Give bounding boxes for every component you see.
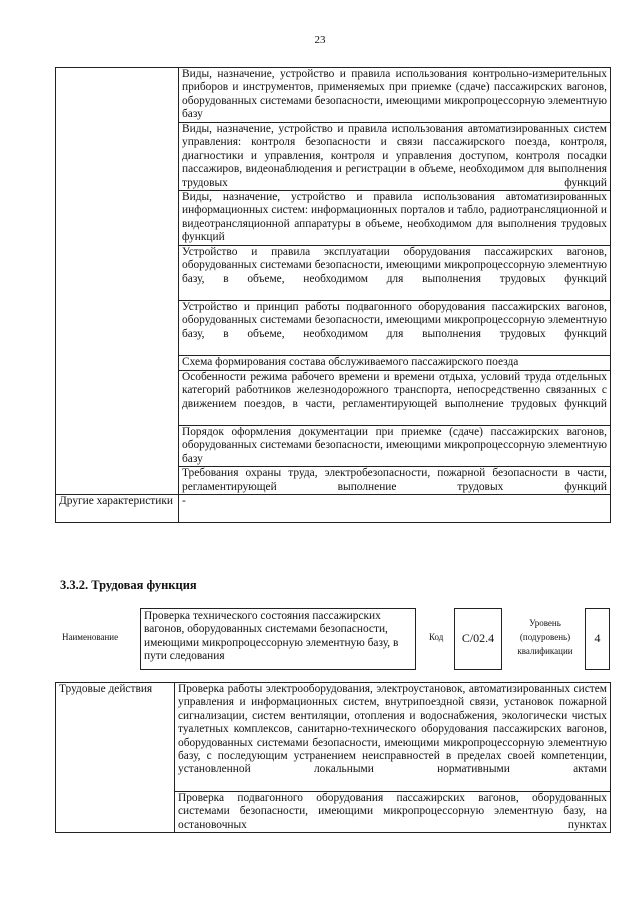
code-box: С/02.4	[454, 608, 502, 670]
labor-actions-label: Трудовые действия	[56, 683, 175, 833]
table-cell: Виды, назначение, устройство и правила использования автоматизированных информационных систем: информационных порталов и табло, радиотрансляционной и видеотрансляционной аппаратуры в объеме, необходимом для выполнения трудовых функций	[179, 191, 611, 246]
level-label-3: квалификации	[517, 646, 573, 656]
other-characteristics-value: -	[179, 495, 611, 523]
level-label-1: Уровень	[529, 618, 561, 628]
level-label-2: (подуровень)	[519, 632, 571, 642]
knowledge-table	[55, 67, 611, 523]
function-header	[0, 606, 640, 668]
labor-actions-table	[55, 682, 611, 833]
table-cell: Схема формирования состава обслуживаемого пассажирского поезда	[179, 356, 611, 371]
name-label: Наименование	[62, 632, 119, 642]
table-cell: Особенности режима рабочего времени и времени отдыха, условий труда отдельных категорий работников железнодорожного транспорта, непосредственно связанных с движением поездов, в части, регламентирующей выполнение трудовых функций	[179, 371, 611, 426]
table-row	[56, 68, 611, 123]
table-row	[56, 495, 611, 523]
table-cell: Проверка подвагонного оборудования пассажирских вагонов, оборудованных системами безопасности, имеющими микропроцессорную элементную базу, на остановочных пунктах	[175, 792, 611, 833]
table-cell: Проверка работы электрооборудования, электроустановок, автоматизированных систем управления и информационных систем, внутрипоездной связи, установок пожарной сигнализации, систем вентиляции, отопления и водоснабжения, экологически чистых туалетных комплексов, санитарно-технического оборудования пассажирских вагонов, оборудованных системами безопасности, имеющими микропроцессорную элементную базу, с последующим устранением неисправностей в пределах своей компетенции, установленной локальными нормативными актами	[175, 683, 611, 792]
table-cell: Виды, назначение, устройство и правила использования контрольно-измерительных приборов и инструментов, применяемых при приемке (сдаче) пассажирских вагонов, оборудованных системами безопасности, имеющими микропроцессорную элементную базу	[179, 68, 611, 123]
table-cell: Устройство и правила эксплуатации оборудования пассажирских вагонов, оборудованных системами безопасности, имеющими микропроцессорную элементную базу, в объеме, необходимом для выполнения трудовых функций	[179, 246, 611, 301]
table-row	[56, 683, 611, 792]
table-cell: Виды, назначение, устройство и правила использования автоматизированных систем управления: контроля безопасности и связи пассажирского поезда, контроля, диагностики и управления, контроля и управления доступом, контроля посадки пассажиров, видеонаблюдения и регистрации в объеме, необходимом для выполнения трудовых функций	[179, 123, 611, 191]
page-number: 23	[314, 34, 326, 46]
table-left-cell-empty	[56, 68, 179, 495]
table-cell: Устройство и принцип работы подвагонного оборудования пассажирских вагонов, оборудованных системами безопасности, имеющими микропроцессорную элементную базу, в объеме, необходимом для выполнения трудовых функций	[179, 301, 611, 356]
other-characteristics-label: Другие характеристики	[56, 495, 179, 523]
table-cell: Требования охраны труда, электробезопасности, пожарной безопасности в части, регламентирующей выполнение трудовых функций	[179, 467, 611, 495]
table-cell: Порядок оформления документации при приемке (сдаче) пассажирских вагонов, оборудованных системами безопасности, имеющими микропроцессорную элементную базу	[179, 426, 611, 467]
section-title: 3.3.2. Трудовая функция	[60, 578, 197, 592]
function-name-box: Проверка технического состояния пассажирских вагонов, оборудованных системами безопасности, имеющими микропроцессорную элементную базу, в пути следования	[140, 608, 416, 670]
level-box: 4	[585, 608, 610, 670]
code-label: Код	[429, 632, 444, 642]
